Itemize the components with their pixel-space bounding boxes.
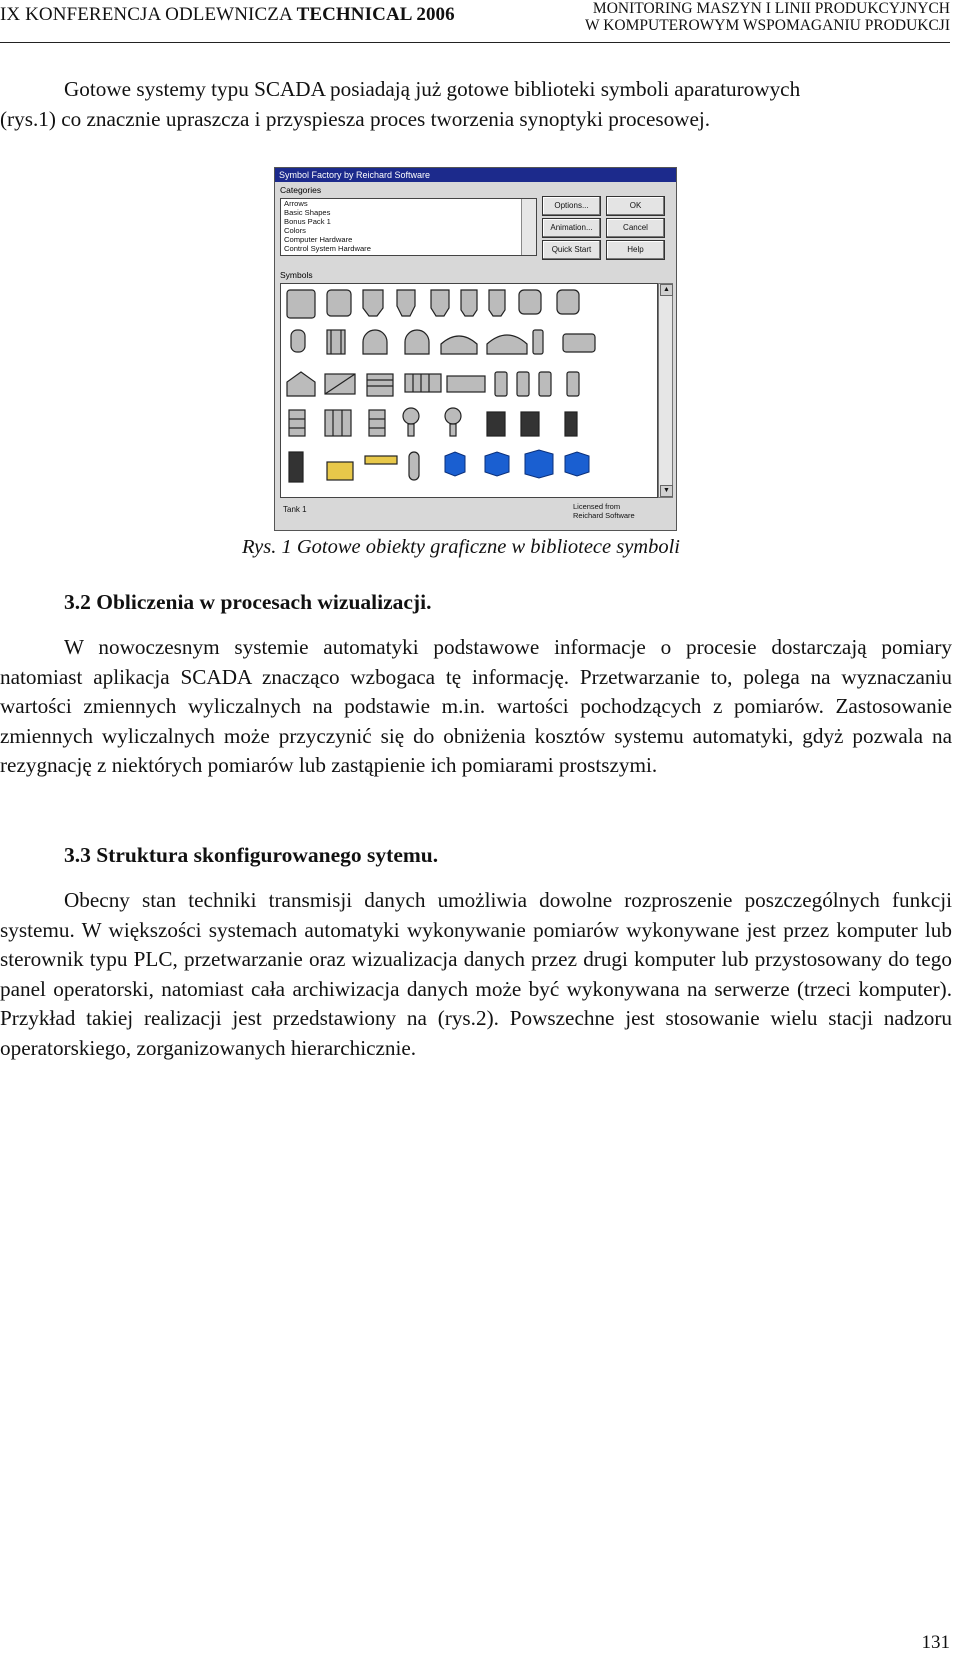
heater-icon xyxy=(289,452,303,482)
vessel-icon xyxy=(291,330,305,352)
vertical-tank-icon xyxy=(539,372,551,396)
blue-valve-icon xyxy=(485,452,509,476)
category-item[interactable]: Computer Hardware xyxy=(284,235,353,244)
domed-roof-tank-icon xyxy=(487,335,527,354)
category-item[interactable]: Colors xyxy=(284,226,306,235)
ok-button[interactable]: OK xyxy=(606,196,665,216)
hatched-tank-icon xyxy=(325,374,355,394)
vertical-tank-icon xyxy=(495,372,507,396)
symbols-label: Symbols xyxy=(280,270,313,280)
header-left-text: IX KONFERENCJA ODLEWNICZA xyxy=(0,4,297,25)
intro-paragraph xyxy=(0,75,952,134)
figure-caption: Rys. 1 Gotowe obiekty graficzne w bibliotece symboli xyxy=(242,536,681,558)
flat-tank-icon xyxy=(447,376,485,392)
animation-button[interactable]: Animation... xyxy=(542,218,601,238)
cancel-button[interactable]: Cancel xyxy=(606,218,665,238)
filter-icon xyxy=(487,412,505,436)
vertical-tank-icon xyxy=(533,330,543,354)
scroll-down-icon[interactable]: ▼ xyxy=(660,485,673,497)
symbols-grid[interactable] xyxy=(280,283,658,498)
vertical-tank-icon xyxy=(517,372,529,396)
blue-valve-icon xyxy=(525,450,553,478)
tank-cylinder-icon xyxy=(557,290,579,314)
running-header-left xyxy=(0,4,455,26)
selected-symbol-name: Tank 1 xyxy=(283,505,307,514)
pump-unit-icon xyxy=(327,462,353,480)
categories-label: Categories xyxy=(280,185,322,195)
tank-1-icon xyxy=(287,290,315,318)
symbol-factory-dialog xyxy=(274,167,677,531)
running-header-right xyxy=(585,0,950,34)
switch-icon xyxy=(409,452,419,480)
intro-line-2: (rys.1) co znacznie upraszcza i przyspiesza proces tworzenia synoptyki procesowej. xyxy=(0,106,711,131)
help-button[interactable]: Help xyxy=(606,240,665,260)
stacked-tank-icon xyxy=(367,374,393,396)
section-heading-3-3: 3.3 Struktura skonfigurowanego sytemu. xyxy=(64,843,439,867)
section-3-2-paragraph: W nowoczesnym systemie automatyki podstawowe informacje o procesie dostarczają pomiary natomiast aplikacja SCADA znacząco wzbogaca tę informację. Przetwarzanie to, polega na wyznaczaniu wartości zmiennych wyliczalnych na podstawie m.in. wartości pochodzących z pomiarów. Zastosowanie zmiennych wyliczalnych może przyczynić się do obniżenia kosztów systemu automatyki, gdyż pozwala na rezygnację z niektórych pomiarów lub zastąpienie ich pomiarami prostszymi. xyxy=(0,635,952,778)
symbols-canvas xyxy=(281,284,657,497)
header-rule xyxy=(0,42,950,43)
tank-cylinder-icon xyxy=(327,290,351,316)
filter-icon xyxy=(565,412,577,436)
dome-tank-icon xyxy=(405,330,429,354)
horizontal-tank-icon xyxy=(563,334,595,352)
section-3-2-body xyxy=(0,633,952,781)
reactor-icon xyxy=(327,330,345,354)
categories-scrollbar[interactable] xyxy=(521,199,536,255)
vertical-tank-icon xyxy=(567,372,579,396)
page-number: 131 xyxy=(921,1632,950,1653)
categories-list[interactable] xyxy=(280,198,537,256)
section-3-3-body xyxy=(0,886,952,1064)
column-icon xyxy=(325,410,351,436)
silo-icon xyxy=(489,290,505,316)
symbols-scrollbar[interactable] xyxy=(658,283,673,498)
quick-start-button[interactable]: Quick Start xyxy=(542,240,601,260)
license-line-2: Reichard Software xyxy=(573,511,635,520)
hopper-tank-icon xyxy=(431,290,449,316)
header-left-bold: TECHNICAL 2006 xyxy=(296,4,455,25)
dome-tank-icon xyxy=(363,330,387,354)
intro-line-1: Gotowe systemy typu SCADA posiadają już gotowe biblioteki symboli aparaturowych xyxy=(64,77,801,101)
category-item[interactable]: Arrows xyxy=(284,199,308,208)
license-text xyxy=(573,502,635,520)
hopper-tank-icon xyxy=(363,290,383,316)
category-item[interactable]: Basic Shapes xyxy=(284,208,331,217)
category-item[interactable]: Control System Hardware xyxy=(284,244,371,253)
domed-roof-tank-icon xyxy=(441,336,477,354)
category-item[interactable]: Bonus Pack 1 xyxy=(284,217,331,226)
options-button[interactable]: Options... xyxy=(542,196,601,216)
blue-valve-icon xyxy=(445,452,465,476)
header-right-line1: MONITORING MASZYN I LINII PRODUKCYJNYCH xyxy=(592,0,950,17)
section-3-3-paragraph: Obecny stan techniki transmisji danych umożliwia dowolne rozproszenie poszczególnych funkcji systemu. W większości systemach automatyki wykonywanie pomiarów wykonywane jest przez komputer lub sterownik typu PLC, przetwarzanie oraz wizualizacja danych przez drugi komputer lub przystosowany do tego panel operatorski, natomiast cała archiwizacja danych może być wykonywana na serwerze (trzeci komputer). Przykład takiej realizacji jest przedstawiony na (rys.2). Powszechne jest stosowanie wielu stacji nadzoru operatorskiego, zorganizowanych hierarchicznie. xyxy=(0,888,952,1060)
scroll-up-icon[interactable]: ▲ xyxy=(660,284,673,296)
license-line-1: Licensed from xyxy=(573,502,621,511)
grid-tank-icon xyxy=(405,374,441,392)
column-icon xyxy=(369,410,385,436)
valve-tower-icon xyxy=(445,408,461,436)
section-heading-3-2: 3.2 Obliczenia w procesach wizualizacji. xyxy=(64,590,432,614)
silo-icon xyxy=(461,290,477,316)
silo-icon xyxy=(397,290,415,316)
conveyor-icon xyxy=(365,456,397,464)
filter-icon xyxy=(521,412,539,436)
tank-cylinder-icon xyxy=(519,290,541,314)
dialog-titlebar: Symbol Factory by Reichard Software xyxy=(275,168,676,182)
column-icon xyxy=(289,410,305,436)
blue-valve-icon xyxy=(565,452,589,476)
valve-tower-icon xyxy=(403,408,419,436)
header-right-line2: W KOMPUTEROWYM WSPOMAGANIU PRODUKCJI xyxy=(585,17,950,34)
house-tank-icon xyxy=(287,372,315,396)
